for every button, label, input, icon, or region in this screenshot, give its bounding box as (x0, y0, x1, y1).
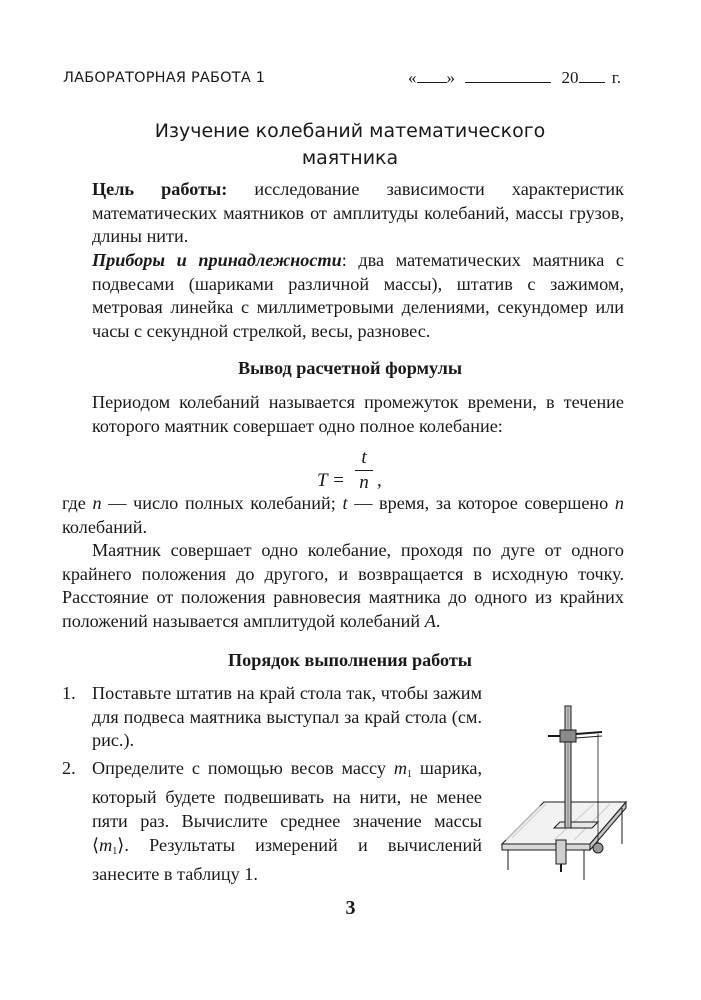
day-blank (417, 68, 447, 83)
derivation-heading: Вывод расчетной формулы (237, 358, 463, 378)
pendulum-stand-illustration-icon (494, 694, 634, 884)
page-number: 3 (345, 897, 356, 919)
goal-label: Цель работы: (92, 179, 228, 199)
equipment-label: Приборы и принадлежности (92, 250, 342, 270)
var-m1: m (393, 757, 407, 778)
year-suffix: г. (611, 68, 622, 87)
year-blank (579, 68, 605, 83)
formula-comma: , (377, 470, 382, 491)
step2-text-3: . Результаты измерений и вычислений занесите в таблицу 1. (92, 834, 482, 885)
var-a: A (424, 610, 436, 631)
var-t: t (342, 493, 348, 513)
formula-numerator: t (361, 447, 367, 468)
step-text: Поставьте штатив на край стола так, чтобы зажим для подвеса маятника выступал за край стола (см. рис.). (92, 683, 482, 751)
formula-denominator: n (359, 472, 369, 493)
where-text-3: — время, за которое совершено (347, 493, 615, 513)
amplitude-text-2: . (435, 610, 441, 631)
formula-explanation (62, 492, 624, 539)
formula-fraction (355, 446, 373, 495)
goal-paragraph (92, 178, 624, 249)
page-title (60, 118, 640, 172)
amplitude-text-1: Маятник совершает одно колебание, проходя по дуге от одного крайнего положения до другого, и возвращается в исходную точку. Расстояние от положения равновесия маятника до одного из крайних положений называется амплитудой колебаний (62, 540, 624, 631)
year-prefix: 20 (561, 68, 579, 87)
goal-text: исследование зависимости характеристик математических маятников от амплитуды колебаний, массы грузов, длины нити. (92, 179, 624, 247)
period-definition: Периодом колебаний называется промежуток времени, в течение которого маятник совершает одно полное колебание: (92, 392, 624, 436)
date-open-quote: « (408, 68, 417, 87)
formula-lhs: T = (317, 470, 345, 491)
date-close-quote: » (446, 68, 455, 87)
equipment-paragraph (92, 249, 624, 343)
right-angle-bracket: ⟩ (117, 834, 125, 855)
where-text-1: где (62, 493, 93, 513)
var-n-2: n (614, 493, 624, 513)
list-item (62, 757, 482, 887)
step2-text-1: Определите с помощью весов массу (92, 757, 394, 778)
month-blank (465, 68, 551, 83)
var-m1-mean-subscript: 1 (112, 845, 118, 857)
date-field (408, 68, 621, 88)
var-m1-mean: m (99, 834, 113, 855)
title-line-2: маятника (301, 147, 399, 169)
lab-work-label: ЛАБОРАТОРНАЯ РАБОТА 1 (63, 70, 266, 86)
where-text-2: — число полных колебаний; (101, 493, 343, 513)
left-angle-bracket: ⟨ (92, 834, 100, 855)
procedure-list (62, 682, 482, 891)
list-item (62, 682, 482, 753)
var-n: n (92, 493, 102, 513)
equipment-text: : два математических маятника с подвесами (шариками различной массы), штатив с зажимом, метровая линейка с миллиметровыми делениями, секундомер или часы с секундной стрелкой, весы, разновес. (92, 250, 624, 341)
var-m1-subscript: 1 (406, 768, 412, 780)
title-line-1: Изучение колебаний математического (154, 120, 546, 142)
procedure-heading: Порядок выполнения работы (227, 650, 473, 670)
step-number: 1. (62, 683, 76, 703)
step2-text-2: шарика, который будете подвешивать на нити, не менее пяти раз. Вычислите среднее значение массы (92, 757, 482, 831)
amplitude-paragraph (62, 539, 624, 633)
step-number: 2. (62, 757, 76, 778)
where-text-4: колебаний. (62, 516, 147, 537)
